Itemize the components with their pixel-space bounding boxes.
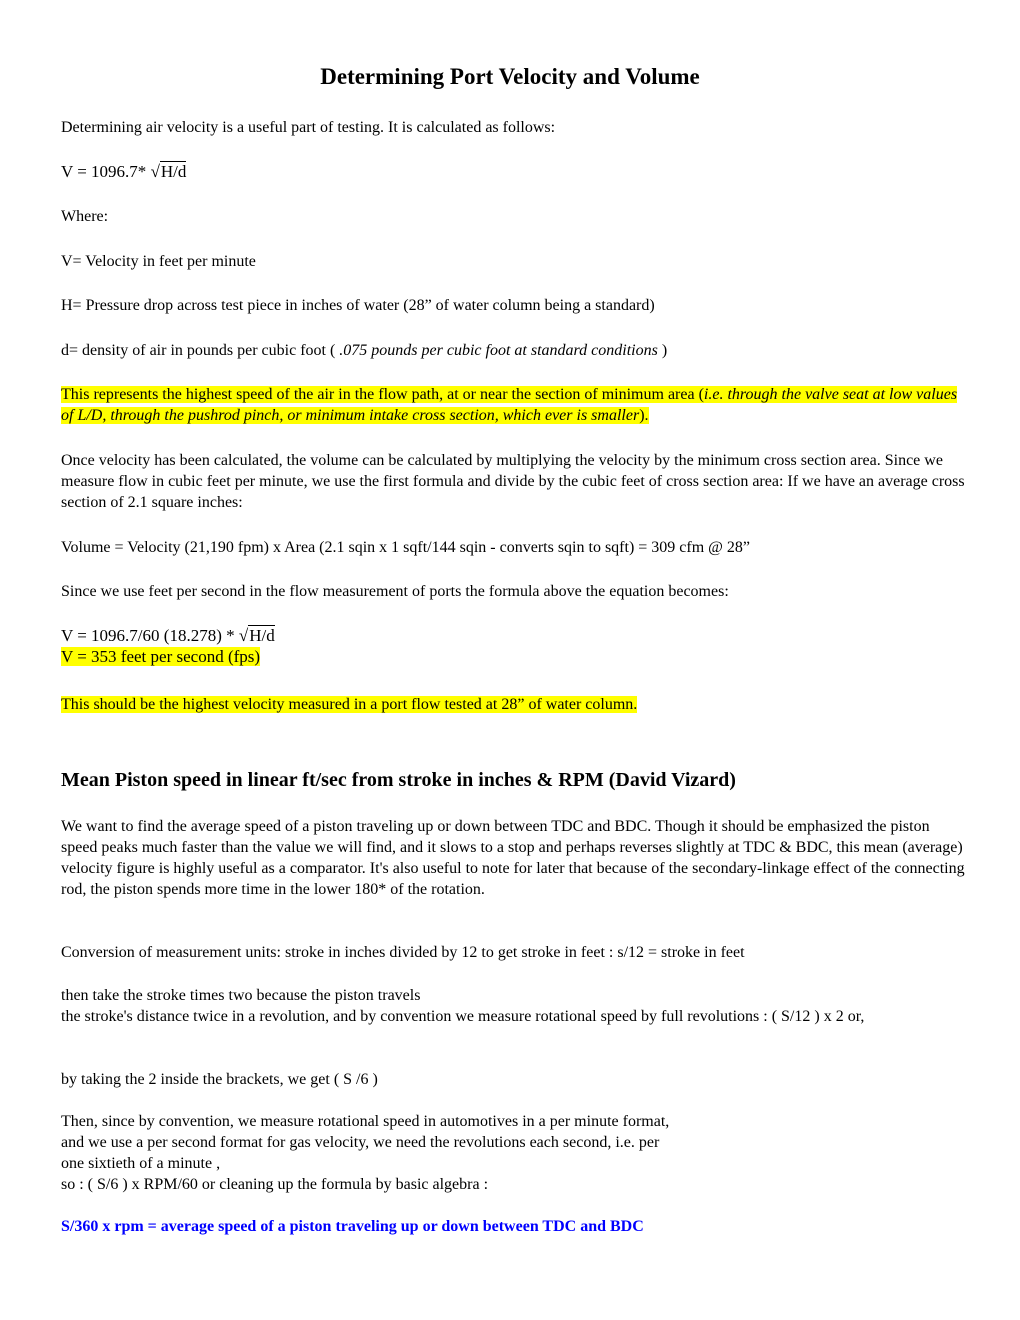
fps-result: V = 353 feet per second (fps) <box>61 647 261 666</box>
inside-brackets-text: by taking the 2 inside the brackets, we get ( S /6 ) <box>61 1071 378 1088</box>
definition-v: V= Velocity in feet per minute <box>61 253 256 270</box>
intro-text: Determining air velocity is a useful part of testing. It is calculated as follows: <box>61 119 556 136</box>
formula-radicand: H/d <box>160 162 187 181</box>
volume-intro-text: Once velocity has been calculated, the volume can be calculated by multiplying the velocity by the minimum cross section area. Since we measure flow in cubic feet per minute, we use the first formula and divide by the cubic feet of cross section area: If we have an average cross section of 2.1 square inches: <box>61 452 965 511</box>
rpm-conversion-text: Then, since by convention, we measure rotational speed in automotives in a per minute format, and we use a per second format for gas velocity, we need the revolutions each second, i.e. per one sixtieth of a minute , so : ( S/6 ) x RPM/60 or cleaning up the formula by basic algebra : <box>61 1113 670 1193</box>
formula-lhs: V = 1096.7* <box>61 162 151 181</box>
sqrt-symbol: √H/d <box>238 626 275 645</box>
conversion-text: Conversion of measurement units: stroke in inches divided by 12 to get stroke in feet : s/12 = stroke in feet <box>61 944 745 961</box>
piston-speed-paragraph: We want to find the average speed of a piston traveling up or down between TDC and BDC. Though it should be emphasized the piston speed peaks much faster than the value we will find, and it slows to a stop and perhaps reverses slightly at TDC & BDC, this mean (average) velocity figure is highly useful as a comparator. It's also useful to note for later that because of the secondary-linkage effect of the connecting rod, the piston spends more time in the lower 180* of the rotation. <box>61 818 965 898</box>
definition-h: H= Pressure drop across test piece in inches of water (28” of water column being a standard) <box>61 297 655 314</box>
fps-intro-text: Since we use feet per second in the flow measurement of ports the formula above the equation becomes: <box>61 583 729 600</box>
highlighted-note-minimum-area: This represents the highest speed of the air in the flow path, at or near the section of minimum area (i.e. through the valve seat at low values of L/D, through the pushrod pinch, or minimum intake cross section, which ever is smaller). <box>61 386 958 424</box>
standard-density-note: .075 pounds per cubic foot at standard conditions <box>339 342 658 359</box>
final-piston-speed-formula: S/360 x rpm = average speed of a piston traveling up or down between TDC and BDC <box>61 1218 644 1235</box>
section-heading-piston-speed: Mean Piston speed in linear ft/sec from stroke in inches & RPM (David Vizard) <box>61 769 736 791</box>
sqrt-symbol: √H/d <box>150 162 187 181</box>
highlighted-note-highest-velocity: This should be the highest velocity measured in a port flow tested at 28” of water column. <box>61 696 638 713</box>
definition-d: d= density of air in pounds per cubic foot ( .075 pounds per cubic foot at standard conditions ) <box>61 342 668 359</box>
velocity-formula <box>61 161 966 182</box>
where-label: Where: <box>61 208 109 225</box>
volume-equation: Volume = Velocity (21,190 fpm) x Area (2.1 sqin x 1 sqft/144 sqin - converts sqin to sqft) = 309 cfm @ 28” <box>61 539 750 556</box>
stroke-times-two-text: then take the stroke times two because the piston travels the stroke's distance twice in a revolution, and by convention we measure rotational speed by full revolutions : ( S/12 ) x 2 or, <box>61 987 865 1025</box>
fps-formula: V = 1096.7/60 (18.278) * √H/d V = 353 feet per second (fps) <box>61 626 275 666</box>
page-title: Determining Port Velocity and Volume <box>320 64 700 89</box>
